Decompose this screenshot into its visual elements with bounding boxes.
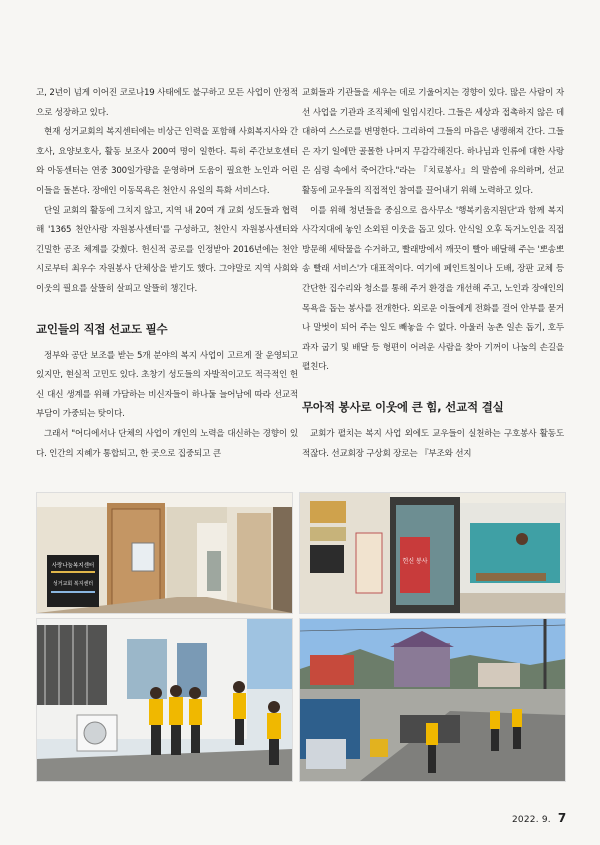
- right-column: [302, 84, 564, 464]
- photo-volunteers-street: [36, 618, 293, 782]
- photo-hallway-signs: [36, 492, 293, 614]
- paragraph: 교회가 펼치는 복지 사업 외에도 교우들이 실천하는 구호봉사 활동도 적잖다. 선교회장 구상회 장로는 『부조와 선지: [302, 428, 564, 459]
- paragraph: 고, 2년이 넘게 이어진 코로나19 사태에도 불구하고 모든 사업이 안정적으로 성장하고 있다.: [36, 88, 298, 118]
- page-footer: [512, 811, 566, 825]
- photo-entrance: [299, 492, 566, 614]
- photo-grid: [36, 492, 564, 782]
- page-number: 7: [557, 811, 567, 825]
- banner-text: 헌신 봉사: [402, 558, 428, 565]
- section-heading: 교인들의 직접 선교도 필수: [36, 321, 168, 336]
- issue-date: 2022. 9.: [512, 815, 551, 825]
- left-column: [36, 84, 298, 464]
- paragraph: 그래서 "어디에서나 단체의 사업이 개인의 노력을 대신하는 경향이 있다. 인간의 지혜가 통합되고, 한 곳으로 집중되고 큰: [36, 428, 298, 459]
- paragraph: 이를 위해 청년들을 중심으로 읍사무소 '행복키움지원단'과 함께 복지 사각지대에 놓인 소외된 이웃을 돕고 있다. 안식일 오후 독거노인을 직접 방문해 세탁물을 수거하고, 빨래방에서 깨끗이 빨아 배달해 주는 '뽀송뽀송 빨래 서비스'가 대표적이다. 여기에 페인트칠이나 도배, 장판 교체 등 간단한 집수리와 청소를 통해 주거 환경을 개선해 주고, 노인과 장애인의 목욕을 돕는 봉사를 전개한다. 외로운 이들에게 전화를 걸어 안부를 묻거나 말벗이 되어 주는 일도 빼놓을 수 없다. 아울러 농촌 일손 돕기, 호두과자 굽기 및 배달 등 형편이 어려운 사람을 찾아 기꺼이 나눔의 손길을 펼친다.: [302, 205, 564, 373]
- section-heading: 무아적 봉사로 이웃에 큰 힘, 선교적 결실: [302, 399, 504, 414]
- paragraph: 교회들과 기관들을 세우는 데로 기울어지는 경향이 있다. 많은 사람이 자선 사업을 기관과 조직체에 일임시킨다. 그들은 세상과 접촉하지 않은 데 대하여 스스로를 변명한다. 그리하여 그들의 마음은 냉랭해져 간다. 그들은 자기 일에만 골몰한 나머지 무감각해진다. 하나님과 인류에 대한 사랑은 심령 속에서 죽어간다."라는 『치료봉사』의 말씀에 유의하며, 선교 활동에 교우들의 직접적인 참여를 끌어내기 위해 노력하고 있다.: [302, 88, 564, 196]
- photo-volunteers-village: [299, 618, 566, 782]
- paragraph: 현재 성거교회의 복지센터에는 비상근 인력을 포함해 사회복지사와 간호사, 요양보호사, 활동 보조사 200여 명이 일한다. 특히 주간보호센터와 아동센터는 연중 300일가량을 운영하며 도움이 필요한 노인과 어린이들을 돌본다. 장애인 이동목욕은 천안시 유일의 특화 서비스다.: [36, 127, 298, 196]
- sign-text: 성거교회 복지센터: [52, 581, 94, 587]
- paragraph: 정부와 공단 보조를 받는 5개 분야의 복지 사업이 고르게 잘 운영되고 있지만, 현실적 고민도 있다. 초창기 성도들의 자발적이고도 적극적인 헌신 대신 생계를 위해 가담하는 비신자들이 하나둘 늘어남에 따라 선교적 부담이 가중되는 탓이다.: [36, 350, 298, 420]
- sign-text: 사랑나눔복지센터: [51, 563, 95, 569]
- paragraph: 단일 교회의 활동에 그치지 않고, 지역 내 20여 개 교회 성도들과 협력해 '1365 천안사랑 자원봉사센터'를 구성하고, 천안시 자원봉사센터와 긴밀한 공조 체계를 갖췄다. 헌신적 공로를 인정받아 2016년에는 천안시로부터 최우수 자원봉사 단체상을 받기도 했다. 그야말로 지역 사회와 이웃의 필요를 살뜰히 살피고 알뜰히 챙긴다.: [36, 205, 298, 294]
